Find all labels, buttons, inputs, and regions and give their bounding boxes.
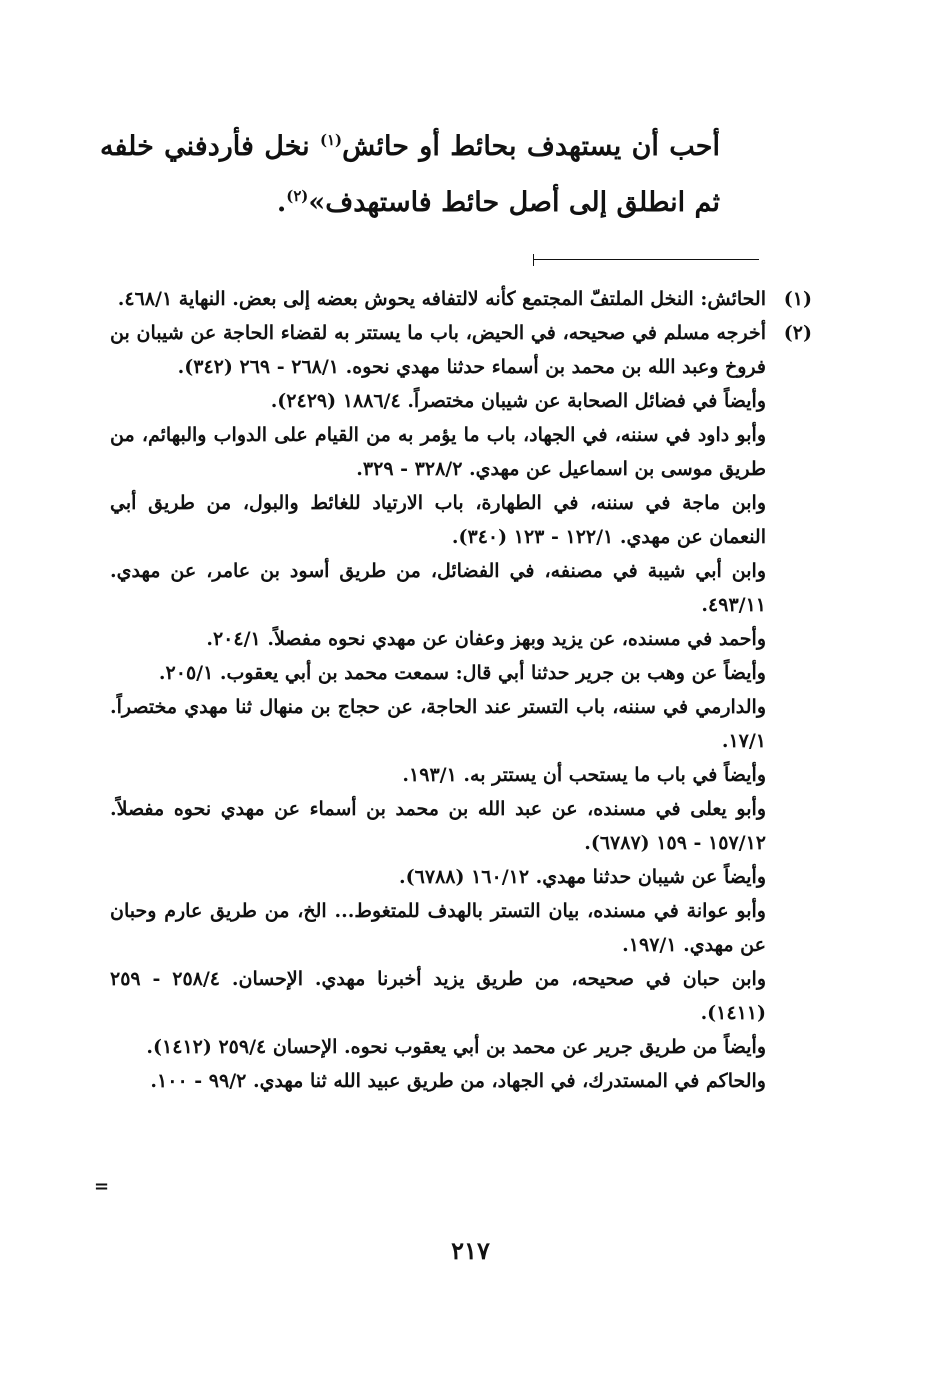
footnote-2-citation: وأبو داود في سننه، في الجهاد، باب ما يؤمر به من القيام على الدواب والبهائم، من طريق موسى بن اسماعيل عن مهدي. ٣٢٨/٢ - ٣٢٩. bbox=[110, 424, 766, 480]
footnote-2-citation: وابن ماجة في سننه، في الطهارة، باب الارتياد للغائط والبول، من طريق أبي النعمان عن مهدي. ١٢٢/١ - ١٢٣ (٣٤٠). bbox=[110, 492, 766, 548]
footnote-2-citation: وابن أبي شيبة في مصنفه، في الفضائل، من طريق أسود بن عامر، عن مهدي. ٤٩٣/١١. bbox=[110, 560, 766, 616]
footnote-2 bbox=[110, 316, 812, 384]
page-number: ٢١٧ bbox=[451, 1236, 490, 1265]
footnote-2-citation: وأيضاً عن وهب بن جرير حدثنا أبي قال: سمعت محمد بن أبي يعقوب. ٢٠٥/١. bbox=[158, 662, 766, 684]
footnote-number: (١) bbox=[783, 288, 812, 310]
footnote-2-citation: وأيضاً من طريق جرير عن محمد بن أبي يعقوب نحوه. الإحسان ٢٥٩/٤ (١٤١٢). bbox=[146, 1036, 766, 1058]
footnotes bbox=[110, 282, 812, 1098]
footnote-2-citation: وأيضاً في باب ما يستحب أن يستتر به. ١٩٣/١. bbox=[402, 764, 766, 786]
footnote-text: الحائش: النخل الملتفّ المجتمع كأنه لالتفافه يحوش بعضه إلى بعض. النهاية ٤٦٨/١. bbox=[117, 288, 766, 310]
footnote-2-citation: وأحمد في مسنده، عن يزيد وبهز وعفان عن مهدي نحوه مفصلاً. ٢٠٤/١. bbox=[206, 628, 766, 650]
footnote-2-citation: وأبو عوانة في مسنده، بيان التستر بالهدف للمتغوط... الخ، من طريق عارم وحبان عن مهدي. ١٩٧/١. bbox=[110, 900, 766, 956]
main-text-part-1: أحب أن يستهدف بحائط أو حائش bbox=[342, 131, 720, 162]
footnote-2-citation: والدارمي في سننه، باب التستر عند الحاجة، عن حجاج بن منهال ثنا مهدي مختصراً. ١٧/١. bbox=[110, 696, 766, 752]
footnote-1 bbox=[110, 282, 812, 316]
footnote-2-citation: وأيضاً عن شيبان حدثنا مهدي. ١٦٠/١٢ (٦٧٨٨). bbox=[399, 866, 766, 888]
footnote-2-citation: وابن حبان في صحيحه، من طريق يزيد أخبرنا مهدي. الإحسان. ٢٥٨/٤ - ٢٥٩ (١٤١١). bbox=[110, 968, 767, 1024]
footnote-2-citation: والحاكم في المستدرك، في الجهاد، من طريق عبيد الله ثنا مهدي. ٩٩/٢ - ١٠٠. bbox=[150, 1070, 766, 1092]
footnote-separator bbox=[533, 259, 759, 260]
footnote-ref-1: (١) bbox=[320, 131, 343, 149]
footnote-2-citation: وأيضاً في فضائل الصحابة عن شيبان مختصراً. ١٨٨٦/٤ (٢٤٢٩). bbox=[270, 390, 766, 412]
main-text bbox=[100, 119, 720, 231]
footnote-number: (٢) bbox=[783, 322, 812, 344]
footnote-ref-2: (٢) bbox=[286, 187, 309, 205]
main-text-part-2: نخل فأردفني خلفه ثم انطلق إلى أصل حائط فاستهدف» bbox=[100, 131, 720, 218]
footnote-text: أخرجه مسلم في صحيحه، في الحيض، باب ما يستتر به لقضاء الحاجة عن شيبان بن فروخ وعبد الله بن محمد بن أسماء حدثنا مهدي نحوه. ٢٦٨/١ - ٢٦٩ (٣٤٢). bbox=[110, 322, 766, 378]
footnote-separator-tick bbox=[533, 254, 534, 266]
main-text-part-3: . bbox=[276, 187, 287, 218]
continuation-mark: = bbox=[94, 1176, 110, 1197]
footnote-2-citation: وأبو يعلى في مسنده، عن عبد الله بن محمد بن أسماء عن مهدي نحوه مفصلاً. ١٥٧/١٢ - ١٥٩ (٦٧٨٧). bbox=[110, 798, 766, 854]
